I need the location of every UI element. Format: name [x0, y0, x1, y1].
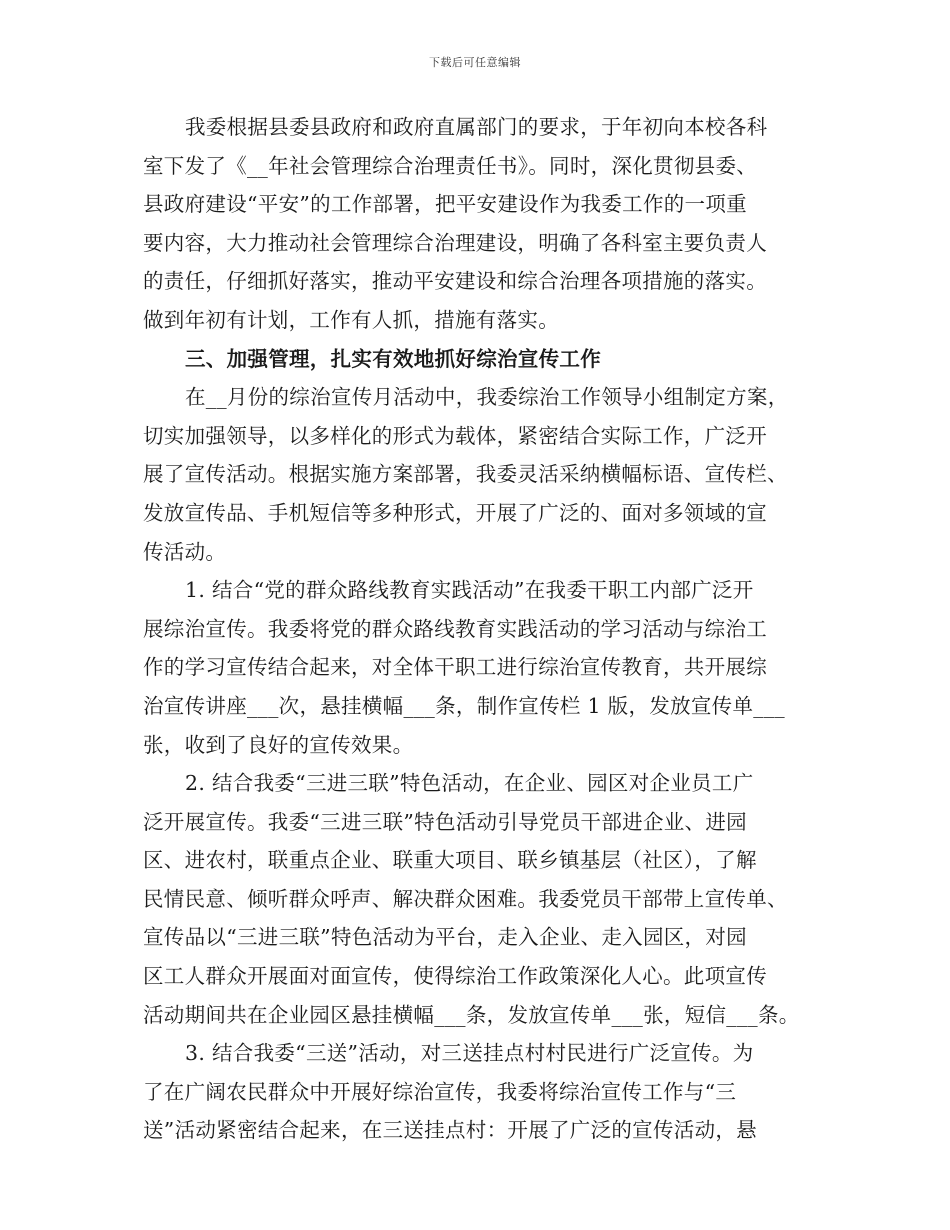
paragraph-line: 展了宣传活动。根据实施方案部署，我委灵活采纳横幅标语、宣传栏、: [143, 462, 788, 487]
paragraph-line: 区、进农村，联重点企业、联重大项目、联乡镇基层（社区），了解: [143, 848, 757, 873]
paragraph-line: 1. 结合“党的群众路线教育实践活动”在我委干职工内部广泛开: [185, 578, 754, 603]
paragraph-line: 3. 结合我委“三送”活动，对三送挂点村村民进行广泛宣传。为: [185, 1041, 754, 1066]
paragraph-line: 了在广阔农民群众中开展好综治宣传，我委将综治宣传工作与“三: [143, 1079, 737, 1104]
paragraph-line: 我委根据县委县政府和政府直属部门的要求，于年初向本校各科: [185, 115, 768, 139]
paragraph-line: 民情民意、倾听群众呼声、解决群众困难。我委党员干部带上宣传单、: [143, 886, 788, 911]
paragraph-line: 切实加强领导，以多样化的形式为载体，紧密结合实际工作，广泛开: [143, 423, 767, 448]
paragraph-line: 送”活动紧密结合起来，在三送挂点村：开展了广泛的宣传活动，悬: [143, 1118, 757, 1143]
paragraph-line: 室下发了《__年社会管理综合治理责任书》。同时，深化贯彻县委、: [143, 153, 758, 178]
paragraph-line: 作的学习宣传结合起来，对全体干职工进行综治宣传教育，共开展综: [143, 655, 767, 680]
paragraph-line: 传活动。: [143, 539, 227, 564]
paragraph-line: 做到年初有计划，工作有人抓，措施有落实。: [143, 307, 559, 332]
paragraph-line: 在__月份的综治宣传月活动中，我委综治工作领导小组制定方案，: [185, 385, 789, 410]
paragraph-line: 活动期间共在企业园区悬挂横幅___条，发放宣传单___张，短信___条。: [143, 1002, 800, 1027]
paragraph-line: 展综治宣传。我委将党的群众路线教育实践活动的学习活动与综治工: [143, 616, 767, 641]
paragraph-line: 宣传品以“三进三联”特色活动为平台，走入企业、走入园区，对园: [143, 925, 747, 950]
paragraph-line: 张，收到了良好的宣传效果。: [143, 732, 414, 757]
paragraph-line: 的责任，仔细抓好落实，推动平安建设和综合治理各项措施的落实。: [143, 269, 767, 294]
paragraph-line: 要内容，大力推动社会管理综合治理建设，明确了各科室主要负责人: [143, 230, 767, 255]
paragraph-line: 发放宣传品、手机短信等多种形式，开展了广泛的、面对多领域的宣: [143, 500, 767, 525]
paragraph-line: 区工人群众开展面对面宣传，使得综治工作政策深化人心。此项宣传: [143, 964, 767, 989]
paragraph-line: 县政府建设“平安”的工作部署，把平安建设作为我委工作的一项重: [143, 192, 747, 217]
paragraph-line: 2. 结合我委“三进三联”特色活动，在企业、园区对企业员工广: [185, 771, 754, 796]
section-heading: 三、加强管理，扎实有效地抓好综治宣传工作: [185, 346, 601, 371]
paragraph-line: 治宣传讲座___次，悬挂横幅___条，制作宣传栏 1 版，发放宣传单___: [143, 693, 785, 718]
document-body: [143, 108, 823, 1150]
page-header: 下载后可任意编辑: [429, 56, 521, 69]
paragraph-line: 泛开展宣传。我委“三进三联”特色活动引导党员干部进企业、进园: [143, 809, 747, 834]
